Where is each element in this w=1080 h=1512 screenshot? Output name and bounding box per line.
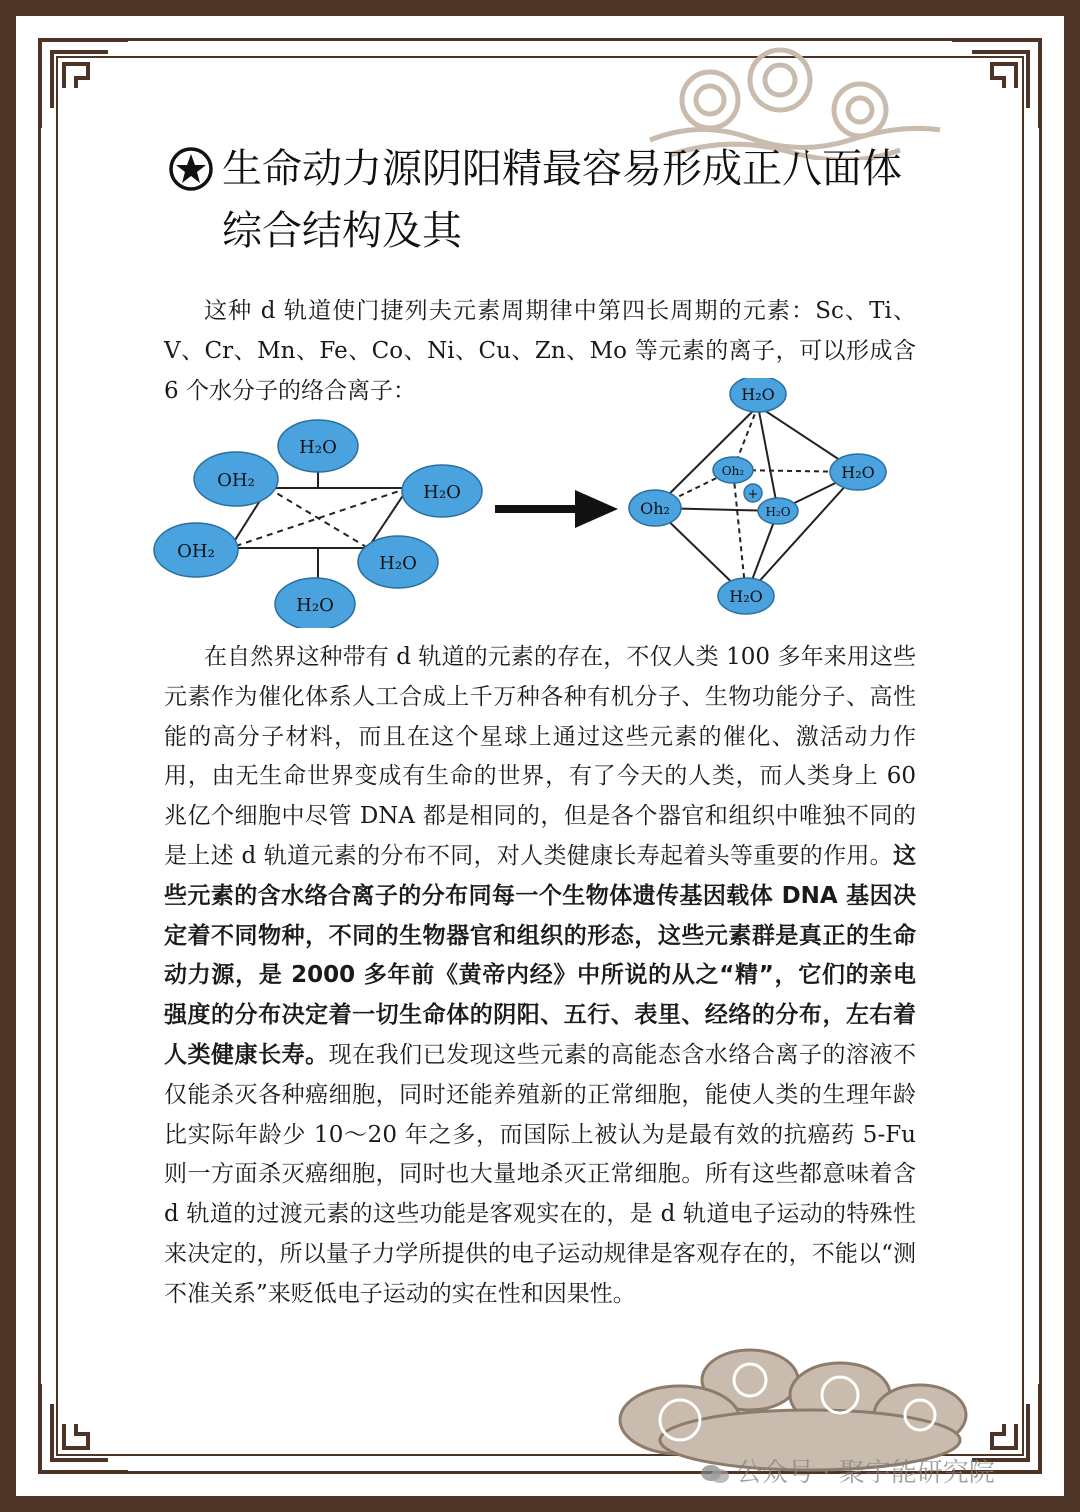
paragraph-main	[164, 638, 916, 1315]
label-left-lower-right: H₂O	[379, 553, 417, 574]
paragraph-main-text-b: 现在我们已发现这些元素的高能态含水络合离子的溶液不仅能杀灭各种癌细胞，同时还能养殖新的正常细胞，能使人类的生理年龄比实际年龄少 10～20 年之多，而国际上被认为是最有效的抗癌药 5-Fu 则一方面杀灭癌细胞，同时也大量地杀灭正常细胞。所有这些都意味着含 d 轨道的过渡元素的这些功能是客观实在的，是 d 轨道电子运动的特殊性来决定的，所以量子力学所提供的电子运动规律是客观存在的，不能以“测不准关系”来贬低电子运动的实在性和因果性。	[164, 1041, 917, 1307]
paragraph-intro: 这种 d 轨道使门捷列夫元素周期律中第四长周期的元素：Sc、Ti、V、Cr、Mn、Fe、Co、Ni、Cu、Zn、Mo 等元素的离子，可以形成含 6 个水分子的络合离子：	[164, 298, 916, 404]
title-line-2: 综合结构及其	[222, 208, 462, 254]
label-left-bottom: H₂O	[296, 595, 334, 616]
label-left-upper-left: OH₂	[217, 470, 255, 491]
label-right-front: H₂O	[765, 505, 791, 519]
star-circle-icon	[168, 146, 214, 192]
label-central-charge: +	[747, 487, 759, 502]
corner-ornament-bottom-left	[38, 1382, 130, 1474]
watermark-text: 公众号 · 聚宇能研究院	[736, 1458, 995, 1488]
label-right-left: Oh₂	[640, 499, 670, 518]
watermark	[700, 1452, 1060, 1492]
label-right-back: Oh₂	[721, 464, 745, 478]
label-left-upper-right: H₂O	[423, 482, 461, 503]
wechat-icon	[700, 1463, 730, 1485]
corner-ornament-top-right	[950, 38, 1042, 130]
octahedral-complex-diagram	[150, 378, 910, 628]
corner-ornament-top-left	[38, 38, 130, 130]
label-right-top: H₂O	[741, 385, 775, 404]
paragraph-main-bold: 这些元素的含水络合离子的分布同每一个生物体遗传基因载体 DNA 基因决定着不同物种，不同的生物器官和组织的形态，这些元素群是真正的生命动力源，是 2000 多年前《黄帝内经》中所说的从之“精”，它们的亲电强度的分布决定着一切生命体的阴阳、五行、表里、经络的分布，左右着人类健康长寿。	[164, 842, 916, 1068]
title-line-1: 生命动力源阴阳精最容易形成正八面体	[222, 146, 902, 192]
label-right-right: H₂O	[841, 463, 875, 482]
label-right-bottom: H₂O	[729, 587, 763, 606]
paragraph-main-text-a: 在自然界这种带有 d 轨道的元素的存在，不仅人类 100 多年来用这些元素作为催化体系人工合成上千万种各种有机分子、生物功能分子、高性能的高分子材料，而且在这个星球上通过这些元素的催化、激活动力作用，由无生命世界变成有生命的世界，有了今天的人类，而人类身上 60 兆亿个细胞中尽管 DNA 都是相同的，但是各个器官和组织中唯独不同的是上述 d 轨道元素的分布不同，对人类健康长寿起着头等重要的作用。	[164, 644, 916, 869]
label-left-lower-left: OH₂	[177, 541, 215, 562]
label-left-top: H₂O	[299, 437, 337, 458]
